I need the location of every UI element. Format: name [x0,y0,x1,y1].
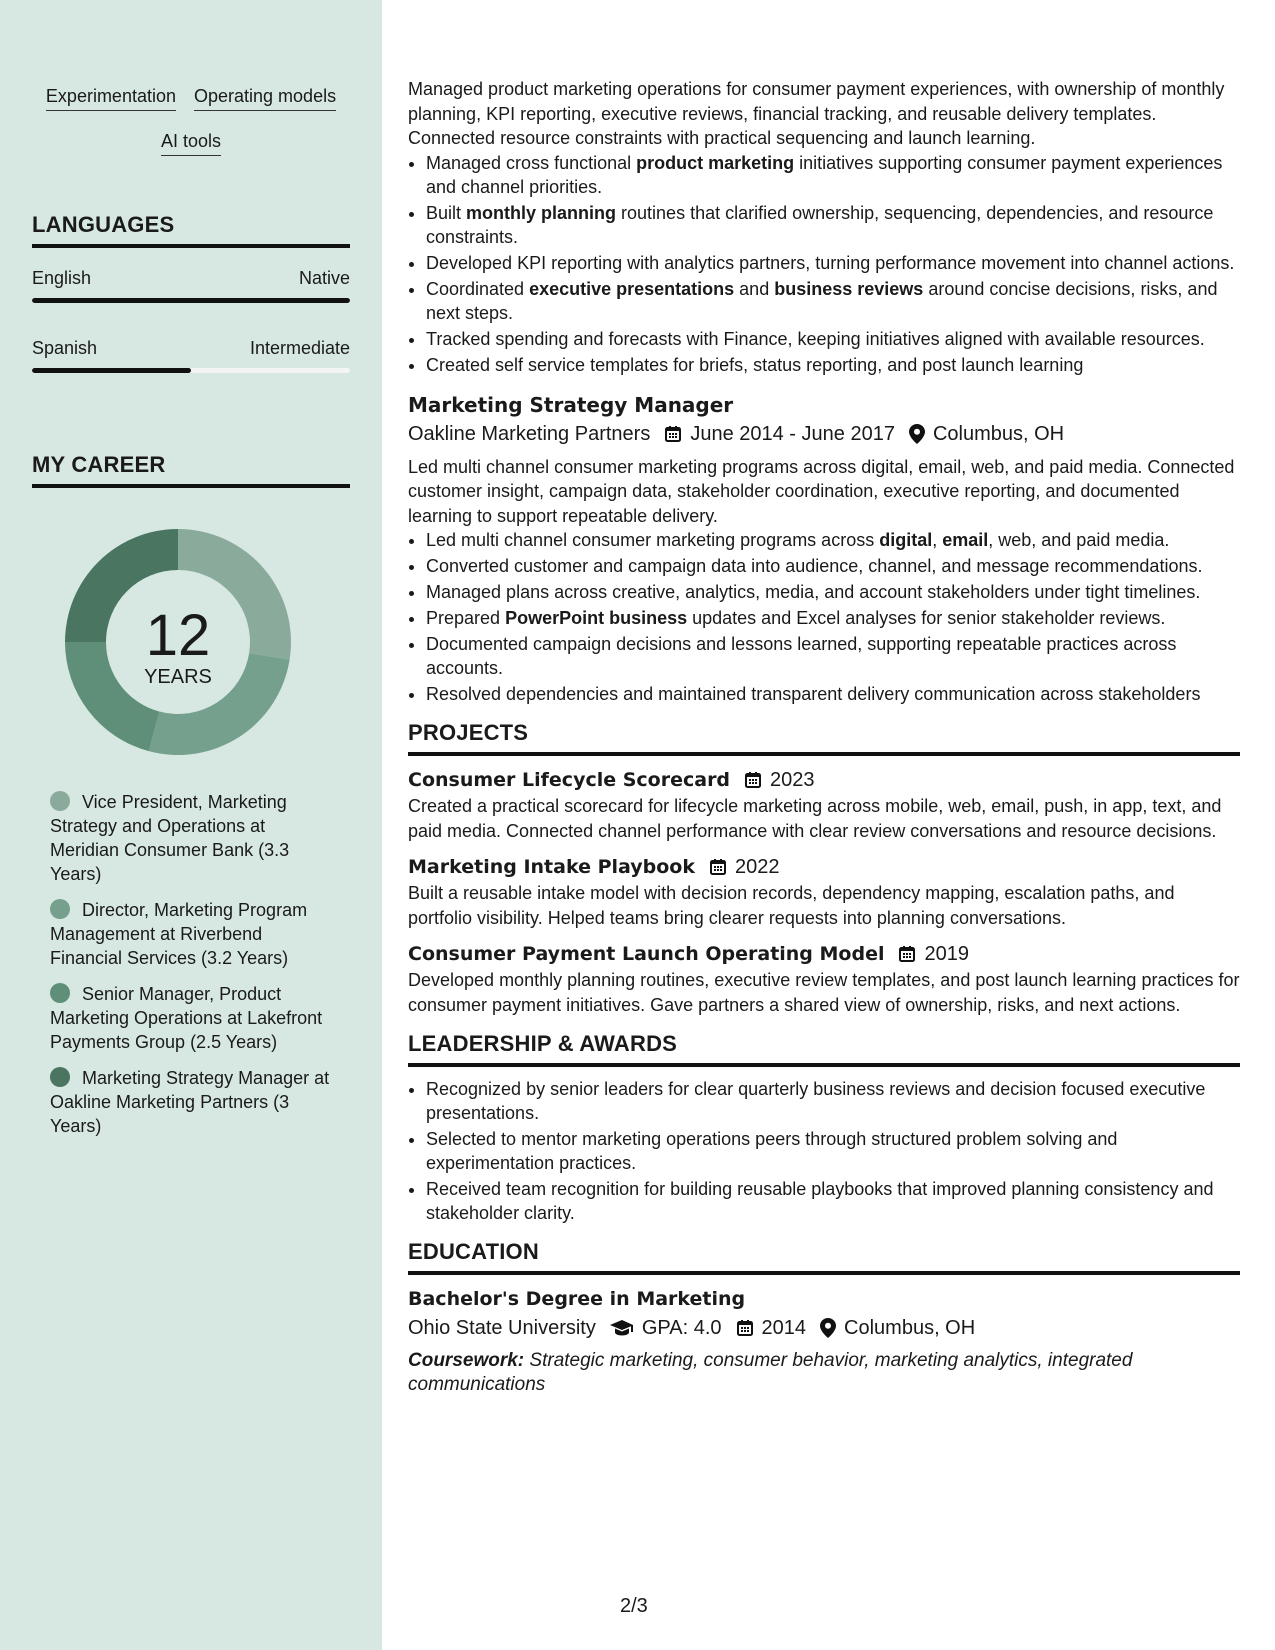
career-item [50,898,330,970]
project-title [408,940,1240,968]
legend-dot [50,791,70,811]
language-spanish [32,336,350,373]
coursework-label: Coursework: [408,1350,525,1371]
experience-bullets [426,151,1240,377]
project-description: Developed monthly planning routines, executive review templates, and post launch learning practices for consumer payment initiatives. Gave partners a shared view of ownership, risks, and next actions. [408,970,1240,1015]
legend-dot [50,1067,70,1087]
career-item-text: Senior Manager, Product Marketing Operations at Lakefront Payments Group (2.5 Years) [50,984,323,1052]
education-meta [408,1313,1240,1343]
legend-dot [50,983,70,1003]
language-level: Native [298,268,350,288]
bullet-item: • Coordinated executive presentations and business reviews around concise decisions, risks, and next steps. [426,277,1240,325]
graduation-year: 2014 [761,1317,807,1339]
project-description: Built a reusable intake model with decision records, dependency mapping, escalation paths, and portfolio visibility. Helped teams bring clearer requests into planning conversations. [408,883,1175,928]
job-summary: Led multi channel consumer marketing programs across digital, email, web, and paid media. Connected customer insight, campaign data, stakeholder coordination, executive reporting, and documented learning to support repeatable delivery. [408,456,1235,526]
map-pin-icon [820,1318,836,1338]
language-english [32,266,350,303]
sidebar [0,0,382,1650]
career-item-text: Director, Marketing Program Management at Riverbend Financial Services (3.2 Years) [50,900,308,968]
languages-heading: LANGUAGES [32,212,350,248]
bullet-item: • Led multi channel consumer marketing programs across digital, email, web, and paid media. [426,528,1240,552]
projects-heading: PROJECTS [408,720,1240,756]
calendar-icon [744,771,762,789]
job-dates: June 2014 - June 2017 [690,422,895,445]
gpa: GPA: 4.0 [641,1317,722,1339]
map-pin-icon [909,424,925,444]
career-item [50,982,330,1054]
skills-row [32,129,350,156]
education-heading: EDUCATION [408,1239,1240,1275]
skill-tag: Operating models [194,84,336,111]
graduation-cap-icon [610,1319,634,1337]
job-meta [408,419,1240,449]
career-item-text: Marketing Strategy Manager at Oakline Marketing Partners (3 Years) [50,1068,330,1136]
bullet-item: • Recognized by senior leaders for clear quarterly business reviews and decision focused executive presentations. [426,1077,1240,1125]
career-item [50,790,330,886]
project-year: 2023 [770,769,815,791]
language-name: English [32,268,92,288]
language-proficiency-fill [32,298,350,303]
language-level: Intermediate [249,338,350,358]
project-year: 2022 [734,856,780,878]
language-name: Spanish [32,338,98,358]
job-bullets [426,528,1240,706]
legend-dot [50,899,70,919]
bullet-item: • Created self service templates for briefs, status reporting, and post launch learning [426,353,1240,377]
degree-title [408,1285,1240,1313]
skill-tag: AI tools [161,129,221,156]
bullet-item: • Documented campaign decisions and lessons learned, supporting repeatable practices across accounts. [426,632,1240,680]
bullet-item: • Developed KPI reporting with analytics partners, turning performance movement into channel actions. [426,251,1240,275]
career-list [50,790,330,1150]
calendar-icon [709,858,727,876]
career-item [50,1066,330,1138]
bullet-item: • Prepared PowerPoint business updates and Excel analyses for senior stakeholder reviews. [426,606,1240,630]
project-description: Created a practical scorecard for lifecycle marketing across mobile, web, email, push, in app, text, and paid media. Connected channel performance with clear review conversations and resource decisions. [408,796,1222,841]
job-location: Columbus, OH [932,422,1065,445]
project-title [408,853,1240,881]
career-donut-chart [63,527,293,757]
degree-name: Bachelor's Degree in Marketing [408,1288,746,1310]
calendar-icon [898,945,916,963]
coursework-text: Strategic marketing, consumer behavior, marketing analytics, integrated communications [408,1350,1133,1395]
language-proficiency-bar [32,298,350,303]
leadership-heading: LEADERSHIP & AWARDS [408,1031,1240,1067]
career-total-years: 12 [145,603,211,668]
language-proficiency-bar [32,368,350,373]
career-years-label: YEARS [144,666,212,688]
bullet-item: • Built monthly planning routines that clarified ownership, sequencing, dependencies, and resource constraints. [426,201,1240,249]
coursework [408,1349,1240,1397]
career-item-text: Vice President, Marketing Strategy and Operations at Meridian Consumer Bank (3.3 Years) [50,792,290,884]
bullet-item: • Converted customer and campaign data into audience, channel, and message recommendations. [426,554,1240,578]
bullet-item: • Selected to mentor marketing operations peers through structured problem solving and experimentation practices. [426,1127,1240,1175]
project-title [408,766,1240,794]
calendar-icon [664,425,682,443]
main-content [408,0,1240,1397]
school-location: Columbus, OH [844,1317,976,1339]
job-title: Marketing Strategy Manager [408,392,734,417]
bullet-item: • Managed plans across creative, analytics, media, and account stakeholders under tight timelines. [426,580,1240,604]
project-name: Consumer Lifecycle Scorecard [408,769,731,791]
project-name: Consumer Payment Launch Operating Model [408,943,885,965]
project-name: Marketing Intake Playbook [408,856,695,878]
skills-row [32,84,350,111]
bullet-item: • Tracked spending and forecasts with Finance, keeping initiatives aligned with available resources. [426,327,1240,351]
company-name: Oakline Marketing Partners [408,422,651,445]
language-proficiency-fill [32,368,191,373]
project-year: 2019 [924,943,969,965]
bullet-item: • Resolved dependencies and maintained transparent delivery communication across stakeholders [426,682,1240,706]
experience-summary: Managed product marketing operations for consumer payment experiences, with ownership of monthly planning, KPI reporting, executive reviews, financial tracking, and reusable delivery templates. Connected resource constraints with practical sequencing and launch learning. [408,79,1225,148]
skill-tag: Experimentation [46,84,176,111]
bullet-item: • Received team recognition for building reusable playbooks that improved planning consistency and stakeholder clarity. [426,1177,1240,1225]
calendar-icon [736,1319,754,1337]
career-heading: MY CAREER [32,452,350,488]
school-name: Ohio State University [408,1317,596,1339]
bullet-item: • Managed cross functional product marketing initiatives supporting consumer payment experiences and channel priorities. [426,151,1240,199]
leadership-bullets [426,1077,1240,1225]
